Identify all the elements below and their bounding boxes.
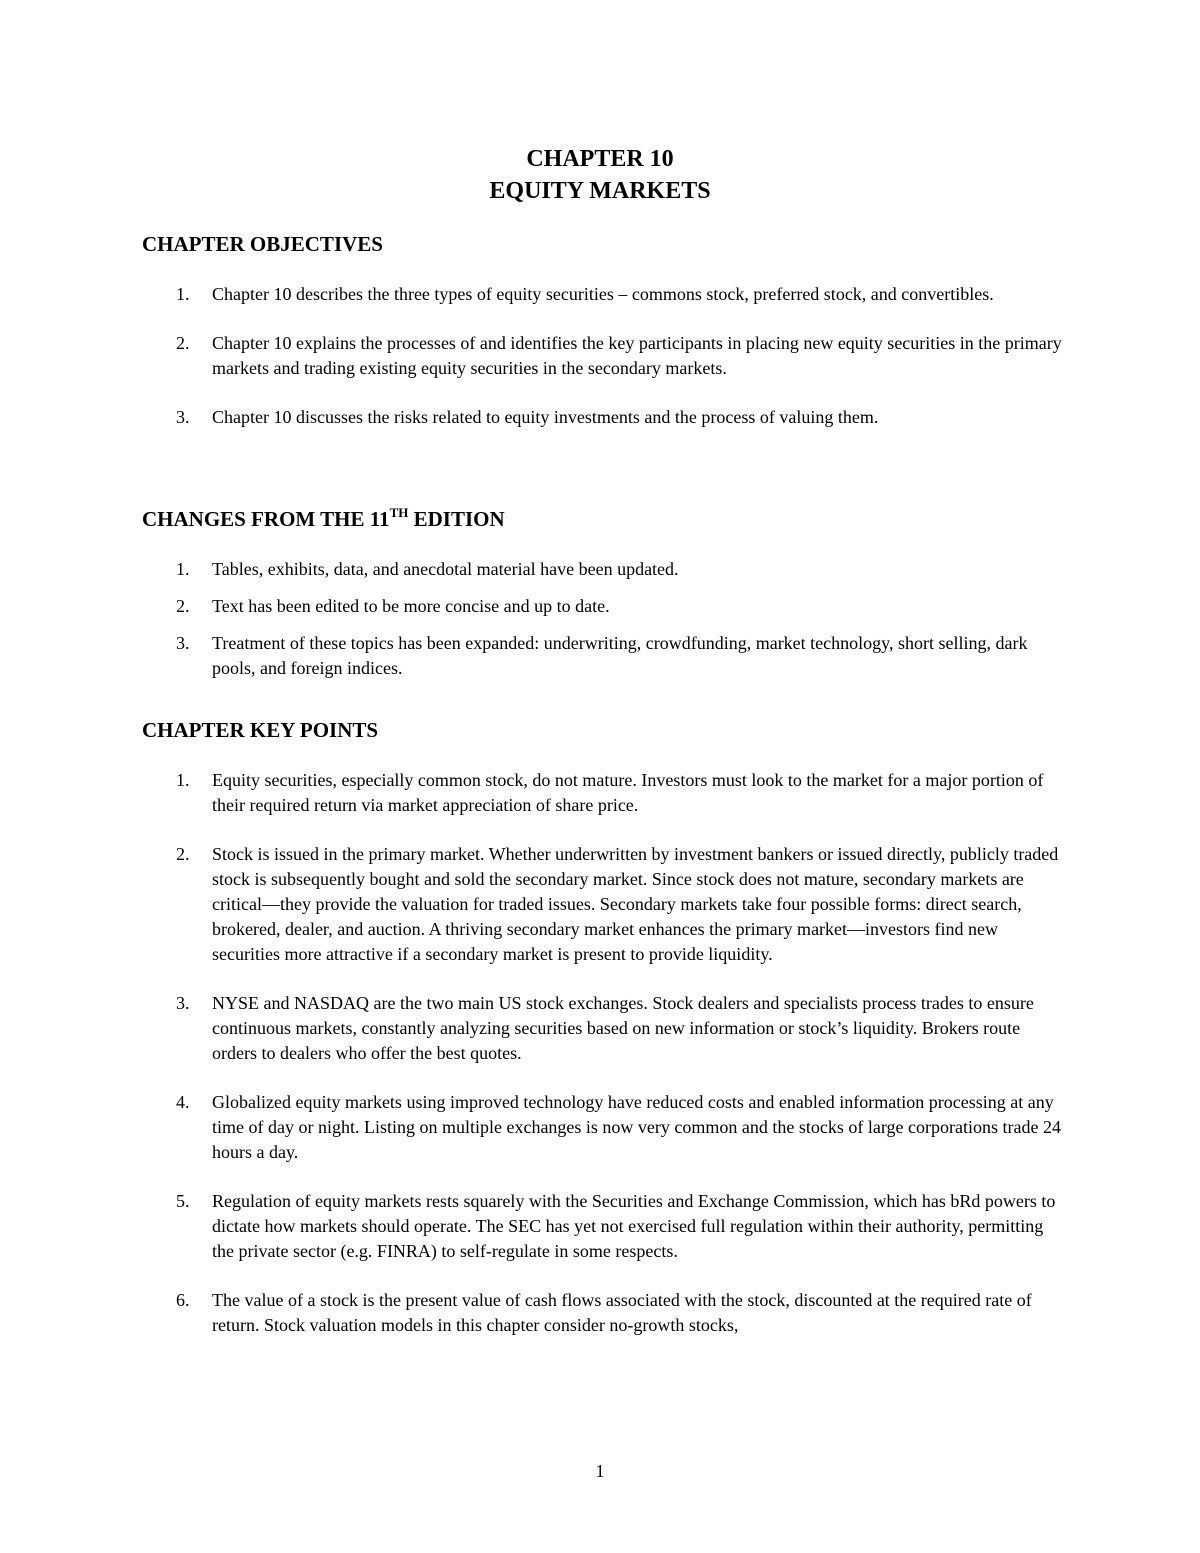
chapter-number-title: CHAPTER 10 xyxy=(526,146,674,172)
list-item xyxy=(142,1189,1062,1264)
list-item-text: Stock is issued in the primary market. Whether underwritten by investment bankers or issued directly, publicly traded stock is subsequently bought and sold the secondary market. Since stock does not mature, secondary markets are critical—they provide the valuation for traded issues. Secondary markets take four possible forms: direct search, brokered, dealer, and auction. A thriving secondary market enhances the primary market—investors find new securities more attractive if a secondary market is present to provide liquidity. xyxy=(212,844,1059,964)
list-number: 3. xyxy=(176,407,190,427)
list-item-text: The value of a stock is the present value of cash flows associated with the stock, discounted at the required rate of return. Stock valuation models in this chapter consider no-growth stocks, xyxy=(212,1290,1032,1335)
list-item xyxy=(142,1288,1062,1338)
objectives-list xyxy=(142,282,1062,430)
list-item-text: NYSE and NASDAQ are the two main US stock exchanges. Stock dealers and specialists process trades to ensure continuous markets, constantly analyzing securities based on new information or stock’s liquidity. Brokers route orders to dealers who offer the best quotes. xyxy=(212,993,1034,1063)
list-item xyxy=(142,282,1062,307)
list-number: 3. xyxy=(176,993,190,1013)
list-item-text: Chapter 10 discusses the risks related to equity investments and the process of valuing them. xyxy=(212,407,879,427)
changes-list xyxy=(142,557,1062,681)
list-item xyxy=(142,1090,1062,1165)
list-number: 2. xyxy=(176,333,190,353)
chapter-objectives-heading: CHAPTER OBJECTIVES xyxy=(142,232,383,256)
changes-heading xyxy=(142,506,505,532)
list-number: 3. xyxy=(176,633,190,653)
changes-heading-superscript: TH xyxy=(389,505,409,520)
list-item-text: Tables, exhibits, data, and anecdotal material have been updated. xyxy=(212,559,679,579)
page-number: 1 xyxy=(595,1461,605,1481)
list-item xyxy=(142,405,1062,430)
list-item-text: Regulation of equity markets rests squarely with the Securities and Exchange Commission, which has bRd powers to dictate how markets should operate. The SEC has yet not exercised full regulation within their authority, permitting the private sector (e.g. FINRA) to self-regulate in some respects. xyxy=(212,1191,1056,1261)
list-number: 1. xyxy=(176,770,190,790)
list-item-text: Treatment of these topics has been expanded: underwriting, crowdfunding, market technology, short selling, dark pools, and foreign indices. xyxy=(212,633,1028,678)
list-number: 2. xyxy=(176,596,190,616)
list-item-text: Text has been edited to be more concise and up to date. xyxy=(212,596,610,616)
list-item xyxy=(142,991,1062,1066)
list-item xyxy=(142,594,1062,619)
list-number: 2. xyxy=(176,844,190,864)
changes-heading-suffix: EDITION xyxy=(408,507,505,531)
chapter-title: EQUITY MARKETS xyxy=(489,178,711,204)
list-item-text: Chapter 10 explains the processes of and identifies the key participants in placing new equity securities in the primary markets and trading existing equity securities in the secondary markets. xyxy=(212,333,1062,378)
key-points-list xyxy=(142,768,1062,1338)
list-item-text: Equity securities, especially common stock, do not mature. Investors must look to the market for a major portion of their required return via market appreciation of share price. xyxy=(212,770,1044,815)
list-number: 1. xyxy=(176,284,190,304)
list-number: 5. xyxy=(176,1191,190,1211)
list-item xyxy=(142,557,1062,582)
list-item-text: Globalized equity markets using improved technology have reduced costs and enabled information processing at any time of day or night. Listing on multiple exchanges is now very common and the stocks of large corporations trade 24 hours a day. xyxy=(212,1092,1061,1162)
changes-heading-text: CHANGES FROM THE 11 xyxy=(142,507,390,531)
list-number: 1. xyxy=(176,559,190,579)
list-item xyxy=(142,842,1062,967)
list-item xyxy=(142,331,1062,381)
list-item-text: Chapter 10 describes the three types of equity securities – commons stock, preferred stock, and convertibles. xyxy=(212,284,994,304)
key-points-heading: CHAPTER KEY POINTS xyxy=(142,718,379,742)
list-item xyxy=(142,631,1062,681)
list-item xyxy=(142,768,1062,818)
list-number: 6. xyxy=(176,1290,190,1310)
list-number: 4. xyxy=(176,1092,190,1112)
